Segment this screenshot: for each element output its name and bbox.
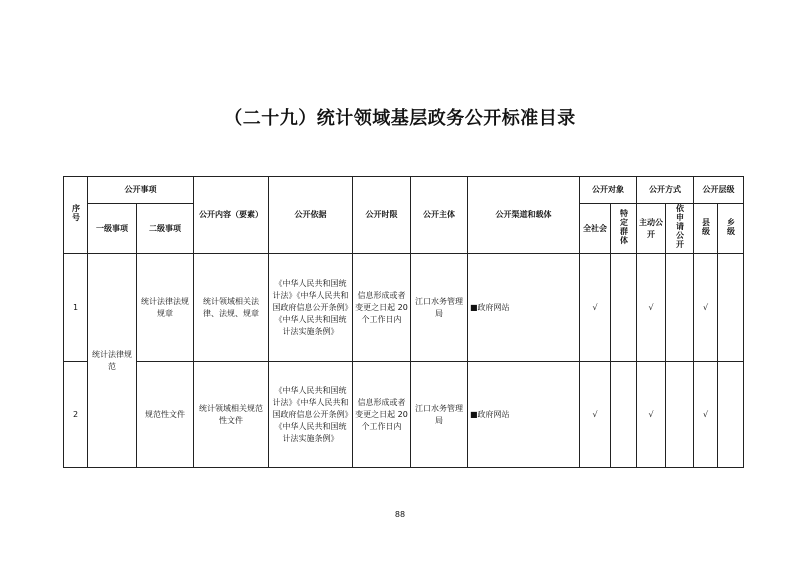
standard-catalog-table (63, 176, 744, 468)
row-all-society-check: √ (580, 254, 611, 362)
row-active-check: √ (637, 362, 666, 468)
row-county-check: √ (694, 254, 718, 362)
row-level1: 统计法律规范 (88, 254, 137, 468)
header-row-1 (64, 177, 744, 204)
header-active: 主动公开 (637, 204, 666, 254)
row-channel: ■政府网站 (468, 362, 580, 468)
row-seq: 1 (64, 254, 88, 362)
header-content: 公开内容（要素） (194, 177, 269, 254)
row-basis: 《中华人民共和国统计法》《中华人民共和国政府信息公开条例》《中华人民共和国统计法实施条例》 (269, 362, 353, 468)
table-row (64, 362, 744, 468)
row-request-check (666, 362, 694, 468)
header-all-society: 全社会 (580, 204, 611, 254)
header-specific: 特定群体 (611, 204, 637, 254)
row-time: 信息形成或者变更之日起 20 个工作日内 (353, 254, 411, 362)
row-channel: ■政府网站 (468, 254, 580, 362)
header-time: 公开时限 (353, 177, 411, 254)
header-subject: 公开主体 (411, 177, 468, 254)
row-county-check: √ (694, 362, 718, 468)
header-seq: 序号 (64, 177, 88, 254)
header-channel: 公开渠道和载体 (468, 177, 580, 254)
row-subject: 江口水务管理局 (411, 362, 468, 468)
page-title: （二十九）统计领域基层政务公开标准目录 (224, 108, 576, 129)
row-request-check (666, 254, 694, 362)
row-content: 统计领域相关规范性文件 (194, 362, 269, 468)
row-active-check: √ (637, 254, 666, 362)
row-town-check (718, 254, 744, 362)
header-town: 乡级 (718, 204, 744, 254)
header-county: 县级 (694, 204, 718, 254)
row-content: 统计领域相关法律、法规、规章 (194, 254, 269, 362)
header-matter: 公开事项 (88, 177, 194, 204)
row-subject: 江口水务管理局 (411, 254, 468, 362)
row-specific-check (611, 362, 637, 468)
header-level2: 二级事项 (137, 204, 194, 254)
row-all-society-check: √ (580, 362, 611, 468)
row-level2: 规范性文件 (137, 362, 194, 468)
row-specific-check (611, 254, 637, 362)
header-request: 依申请公开 (666, 204, 694, 254)
page-number: 88 (394, 510, 406, 519)
row-town-check (718, 362, 744, 468)
header-level1: 一级事项 (88, 204, 137, 254)
header-mode: 公开方式 (637, 177, 694, 204)
header-object: 公开对象 (580, 177, 637, 204)
row-basis: 《中华人民共和国统计法》《中华人民共和国政府信息公开条例》《中华人民共和国统计法实施条例》 (269, 254, 353, 362)
header-level: 公开层级 (694, 177, 744, 204)
table-row (64, 254, 744, 362)
row-seq: 2 (64, 362, 88, 468)
row-level2: 统计法律法规规章 (137, 254, 194, 362)
header-basis: 公开依据 (269, 177, 353, 254)
row-time: 信息形成或者变更之日起 20 个工作日内 (353, 362, 411, 468)
